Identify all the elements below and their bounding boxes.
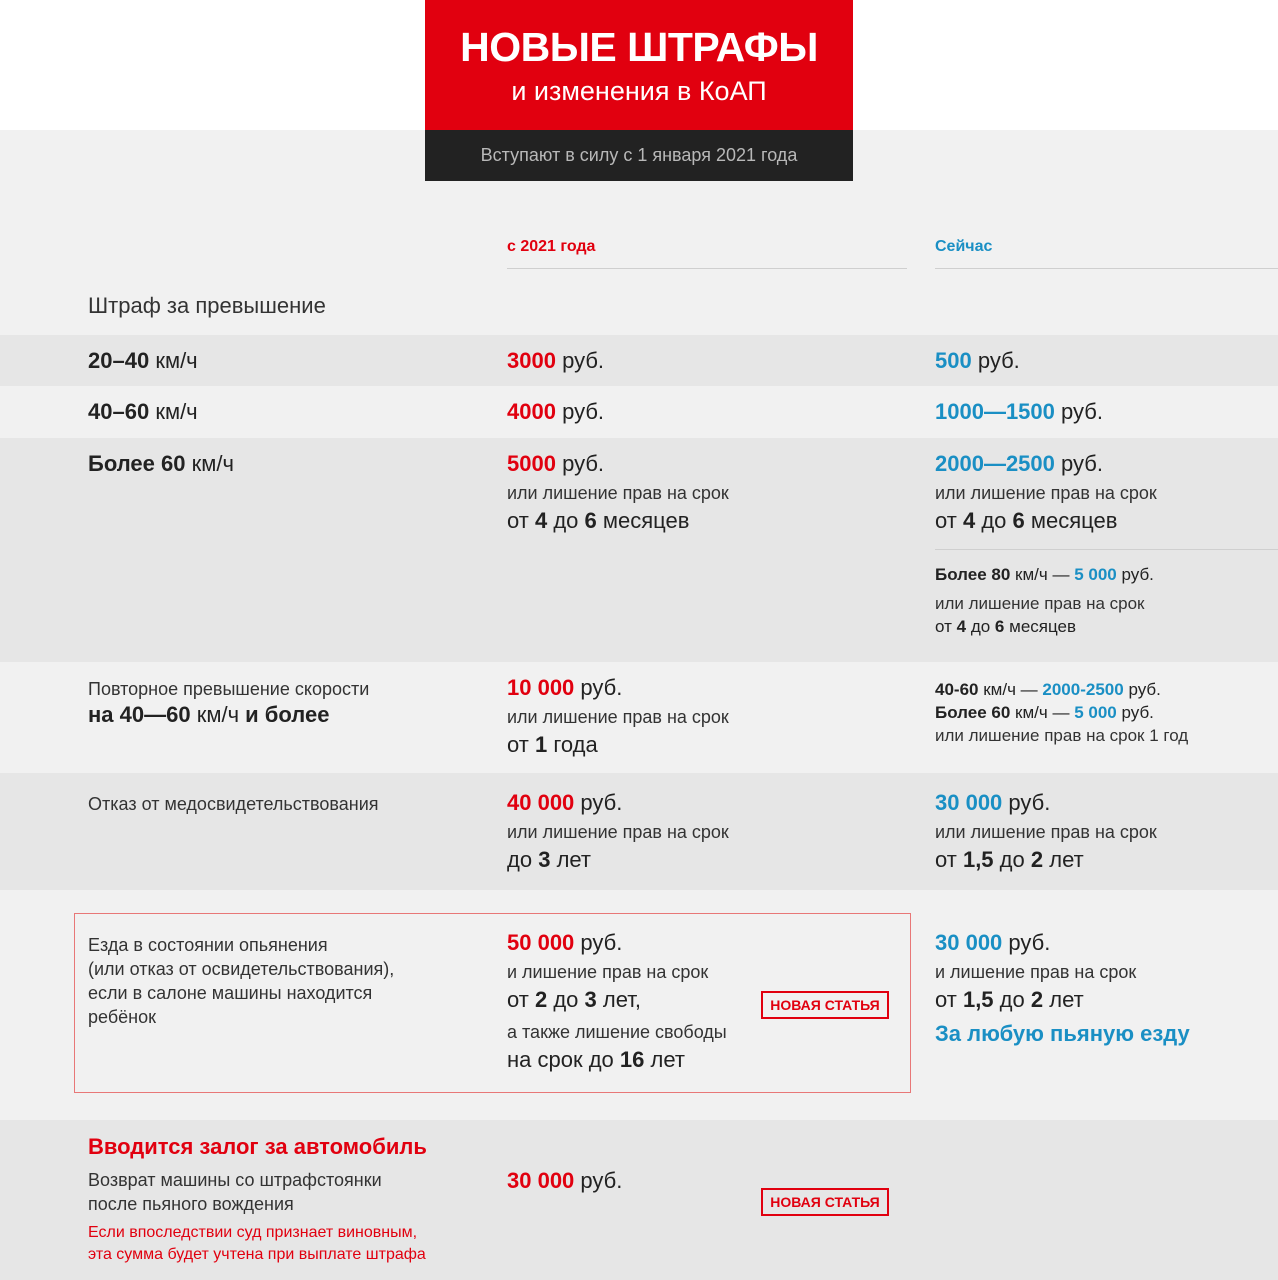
fine-new: 30 000 руб. (507, 1168, 623, 1193)
row-label: 40–60 км/ч (88, 399, 198, 424)
row-label: Вводится залог за автомобиль Возврат машины со штрафстоянки после пьяного вождения Если впоследствии суд признает виновным, эта сумма будет учтена при выплате штрафа (88, 1134, 427, 1263)
fine-now: 40-60 км/ч — 2000-2500 руб. Более 60 км/ч — 5 000 руб. или лишение прав на срок 1 год (935, 680, 1189, 745)
fine-now: 500 руб. (935, 348, 1020, 373)
bail-title: Вводится залог за автомобиль (88, 1134, 427, 1159)
fine-now: 30 000 руб. и лишение прав на срок от 1,5 до 2 лет За любую пьяную езду (935, 930, 1190, 1046)
section-title-speeding: Штраф за превышение (88, 293, 326, 318)
any-drunk-driving-note: За любую пьяную езду (935, 1021, 1190, 1046)
fine-new: 10 000 руб. или лишение прав на срок от 1 года (507, 675, 729, 757)
row-label: Более 60 км/ч (88, 451, 234, 476)
new-article-badge: НОВАЯ СТАТЬЯ (761, 991, 889, 1019)
page-title: НОВЫЕ ШТРАФЫ (460, 24, 818, 70)
fine-new: 4000 руб. (507, 399, 605, 424)
fine-new: 3000 руб. (507, 348, 605, 373)
sub-divider (935, 549, 1278, 550)
column-divider-now (935, 268, 1278, 269)
effective-date-banner: Вступают в силу с 1 января 2021 года (425, 130, 853, 181)
row-label: Повторное превышение скорости на 40—60 км/ч и более (88, 679, 370, 727)
row-label: Отказ от медосвидетельствования (88, 794, 379, 814)
bail-note: Если впоследствии суд признает виновным, (88, 1224, 418, 1241)
fine-now: 2000—2500 руб. или лишение прав на срок от 4 до 6 месяцев (935, 451, 1157, 533)
column-header-now: Сейчас (935, 238, 993, 255)
row-label: Езда в состоянии опьянения (или отказ от освидетельствования), если в салоне машины находится ребёнок (88, 935, 395, 1027)
page-subtitle: и изменения в КоАП (511, 76, 767, 106)
fine-now-over-80: Более 80 км/ч — 5 000 руб. или лишение прав на срок от 4 до 6 месяцев (935, 565, 1154, 636)
fine-new: 40 000 руб. или лишение прав на срок до 3 лет (507, 790, 729, 872)
fine-new: 50 000 руб. и лишение прав на срок от 2 до 3 лет, а также лишение свободы на срок до 16 лет (507, 930, 727, 1072)
column-divider-new (507, 268, 907, 269)
column-header-new: с 2021 года (507, 238, 596, 255)
row-label: 20–40 км/ч (88, 348, 198, 373)
new-article-badge: НОВАЯ СТАТЬЯ (761, 1188, 889, 1216)
fine-new: 5000 руб. или лишение прав на срок от 4 до 6 месяцев (507, 451, 729, 533)
fine-now: 30 000 руб. или лишение прав на срок от 1,5 до 2 лет (935, 790, 1157, 872)
fine-now: 1000—1500 руб. (935, 399, 1103, 424)
title-banner (425, 0, 853, 130)
